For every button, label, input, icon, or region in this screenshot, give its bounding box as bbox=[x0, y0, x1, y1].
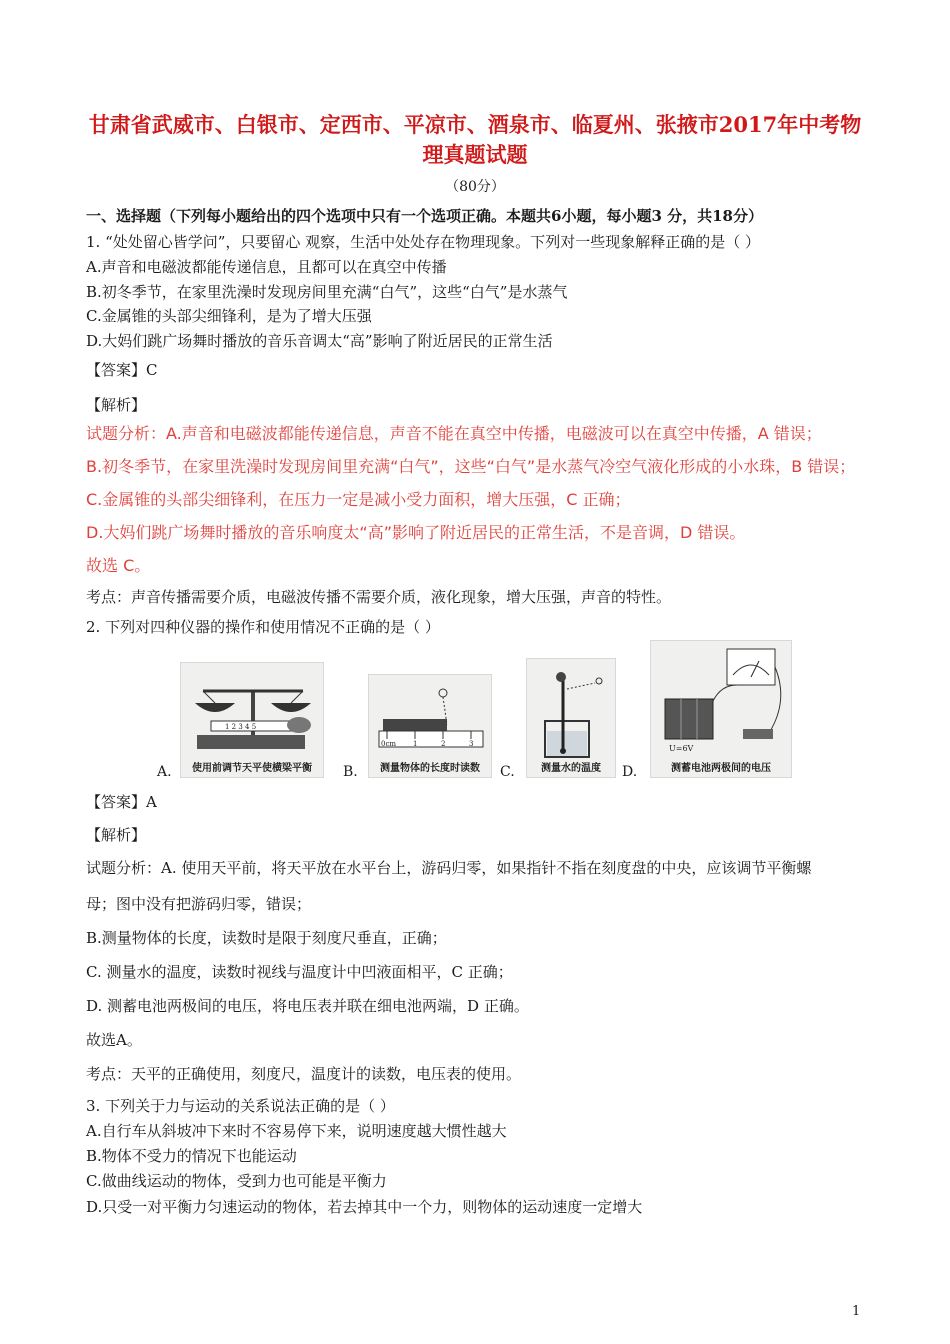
question-2-analysis-line: D. 测蓄电池两极间的电压，将电压表并联在细电池两端，D 正确。 bbox=[86, 997, 529, 1015]
figure-c-thermometer bbox=[526, 658, 616, 778]
figure-b-label: B. bbox=[343, 764, 358, 780]
page-number: 1 bbox=[852, 1304, 861, 1319]
question-2-analysis-line: 故选A。 bbox=[86, 1031, 142, 1049]
figure-a-balance bbox=[180, 662, 324, 778]
question-1-stem: 1. “处处留心皆学问”，只要留心 观察，生活中处处存在物理现象。下列对一些现象解释正确的是（ ） bbox=[86, 233, 760, 251]
question-1-option-a: A.声音和电磁波都能传递信息，且都可以在真空中传播 bbox=[86, 258, 447, 276]
question-1-kaodian: 考点：声音传播需要介质，电磁波传播不需要介质，液化现象，增大压强，声音的特性。 bbox=[86, 588, 672, 606]
question-1-answer: 【答案】C bbox=[86, 361, 158, 379]
question-2-analysis-label: 【解析】 bbox=[86, 826, 147, 844]
svg-text:0cm: 0cm bbox=[381, 740, 397, 748]
figure-a-label: A. bbox=[157, 764, 172, 780]
question-1-analysis-line: B.初冬季节，在家里洗澡时发现房间里充满“白气”，这些“白气”是水蒸气冷空气液化形成的小水珠，B 错误； bbox=[86, 457, 856, 476]
svg-text:1 2 3 4 5: 1 2 3 4 5 bbox=[225, 723, 257, 731]
svg-text:1: 1 bbox=[413, 740, 418, 748]
figure-d-caption: 测蓄电池两极间的电压 bbox=[671, 763, 771, 774]
question-2-stem: 2. 下列对四种仪器的操作和使用情况不正确的是（ ） bbox=[86, 618, 440, 636]
figure-d-voltmeter bbox=[650, 640, 792, 778]
question-2-analysis-line: B.测量物体的长度，读数时是限于刻度尺垂直，正确； bbox=[86, 929, 447, 947]
figure-a-caption: 使用前调节天平使横梁平衡 bbox=[192, 763, 312, 774]
question-3-option-b: B.物体不受力的情况下也能运动 bbox=[86, 1147, 297, 1165]
question-3-option-a: A.自行车从斜坡冲下来时不容易停下来，说明速度越大惯性越大 bbox=[86, 1122, 507, 1140]
question-2-kaodian: 考点：天平的正确使用，刻度尺，温度计的读数，电压表的使用。 bbox=[86, 1065, 522, 1083]
figure-b-ruler bbox=[368, 674, 492, 778]
question-2-analysis-line: C. 测量水的温度，读数时视线与温度计中凹液面相平，C 正确； bbox=[86, 963, 513, 981]
question-1-analysis-label: 【解析】 bbox=[86, 396, 147, 414]
total-score: （80分） bbox=[445, 179, 505, 195]
figure-c-caption: 测量水的温度 bbox=[541, 763, 601, 774]
question-1-option-c: C.金属锥的头部尖细锋利，是为了增大压强 bbox=[86, 307, 372, 325]
question-1-analysis-line: C.金属锥的头部尖细锋利，在压力一定是减小受力面积，增大压强，C 正确； bbox=[86, 490, 631, 509]
question-3-option-c: C.做曲线运动的物体，受到力也可能是平衡力 bbox=[86, 1172, 387, 1190]
figure-d-label: D. bbox=[622, 764, 638, 780]
figure-c-label: C. bbox=[500, 764, 515, 780]
question-1-analysis-line: 故选 C。 bbox=[86, 556, 151, 575]
question-1-analysis-line: 试题分析：A.声音和电磁波都能传递信息，声音不能在真空中传播，电磁波可以在真空中传播，A 错误； bbox=[86, 424, 822, 443]
question-1-option-b: B.初冬季节，在家里洗澡时发现房间里充满“白气”，这些“白气”是水蒸气 bbox=[86, 283, 568, 301]
question-2-analysis-line: 试题分析：A. 使用天平前，将天平放在水平台上，游码归零，如果指针不指在刻度盘的中央，应该调节平衡螺 bbox=[86, 859, 812, 877]
question-2-analysis-line: 母；图中没有把游码归零，错误； bbox=[86, 895, 312, 913]
question-2-answer: 【答案】A bbox=[86, 793, 157, 811]
figure-b-caption: 测量物体的长度时读数 bbox=[380, 763, 480, 774]
question-3-stem: 3. 下列关于力与运动的关系说法正确的是（ ） bbox=[86, 1097, 395, 1115]
question-3-option-d: D.只受一对平衡力匀速运动的物体，若去掉其中一个力，则物体的运动速度一定增大 bbox=[86, 1198, 643, 1216]
svg-text:2: 2 bbox=[441, 740, 446, 748]
section-header: 一、选择题（下列每小题给出的四个选项中只有一个选项正确。本题共6小题，每小题3 分，共18分） bbox=[86, 207, 763, 225]
question-1-analysis-line: D.大妈们跳广场舞时播放的音乐响度太“高”影响了附近居民的正常生活，不是音调，D 错误。 bbox=[86, 523, 746, 542]
svg-text:3: 3 bbox=[469, 740, 474, 748]
svg-text:U=6V: U=6V bbox=[669, 744, 694, 753]
document-title: 甘肃省武威市、白银市、定西市、平凉市、酒泉市、临夏州、张掖市2017年中考物理真题试题 bbox=[88, 112, 862, 167]
question-1-option-d: D.大妈们跳广场舞时播放的音乐音调太“高”影响了附近居民的正常生活 bbox=[86, 332, 553, 350]
